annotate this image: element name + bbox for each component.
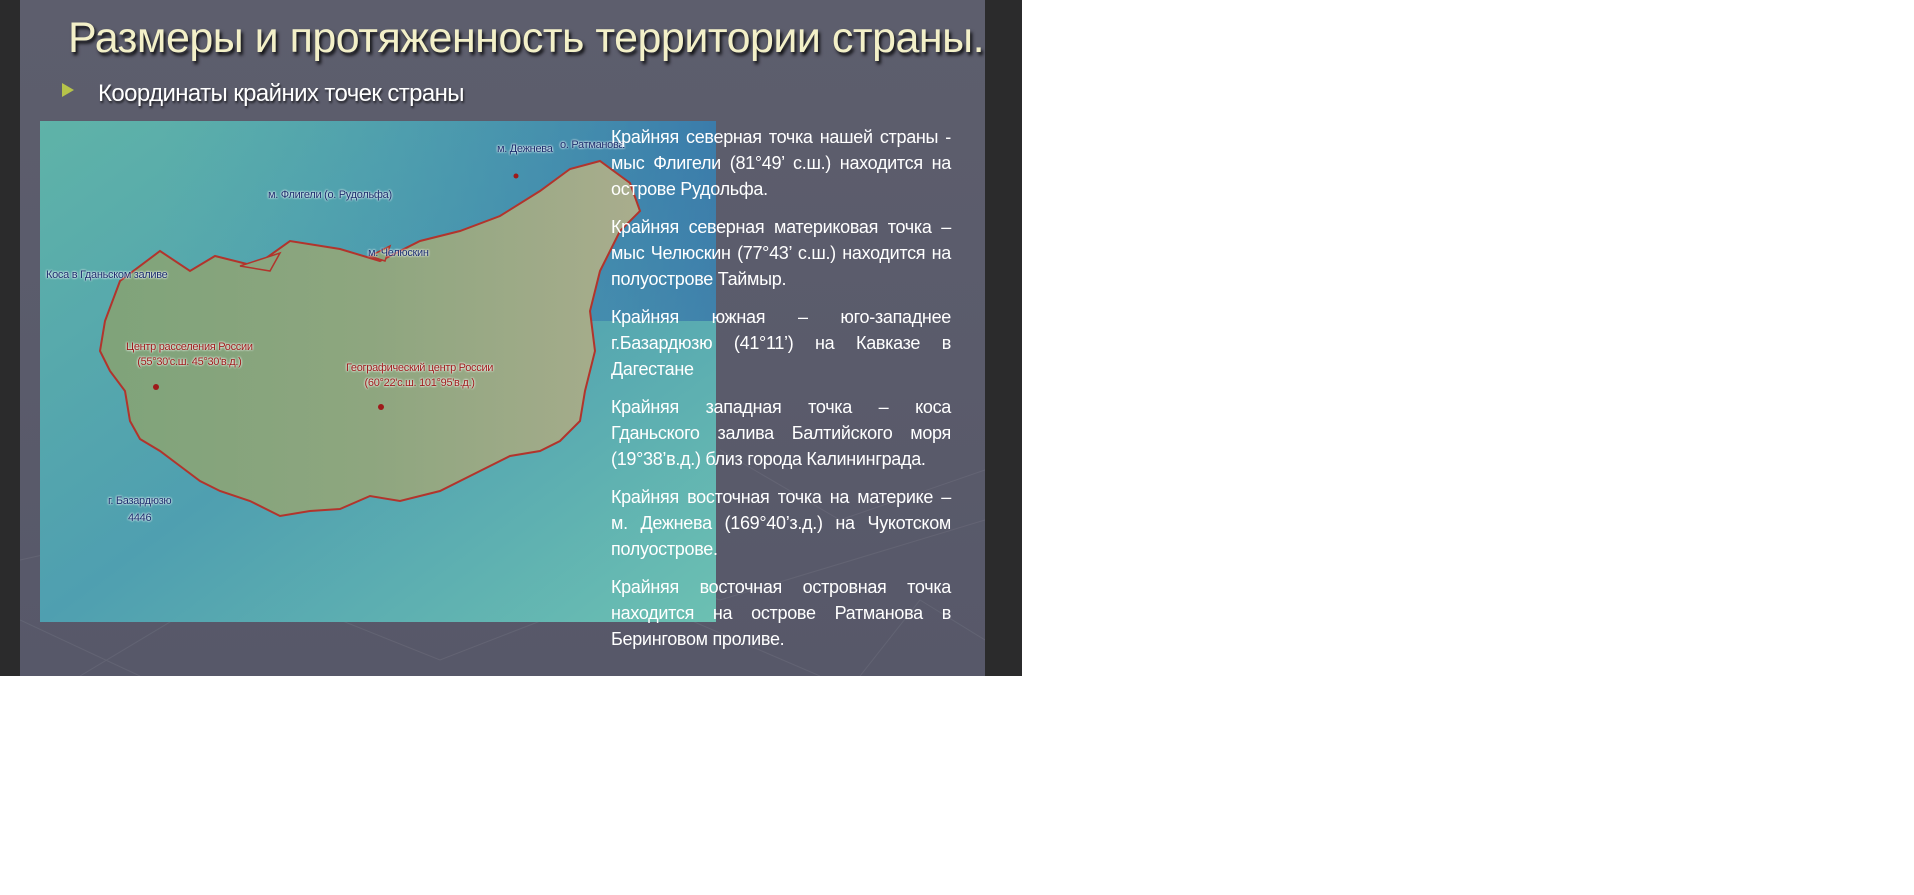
- map-label-kosa: Коса в Гданьском заливе: [46, 269, 168, 281]
- point-south: Крайняя южная – юго-западнее г.Базардюзю (41°11’) на Кавказе в Дагестане: [611, 307, 951, 379]
- slide-title: Размеры и протяженность территории страны.: [68, 14, 985, 62]
- point-west: Крайняя западная точка – коса Гданьского залива Балтийского моря (19°38’в.д.) близ города Калининграда.: [611, 397, 951, 469]
- settlement-center-name: Центр расселения России: [126, 341, 253, 353]
- geo-center-coords: (60°22'с.ш. 101°95'в.д.): [364, 377, 475, 389]
- settlement-center-coords: (55°30'с.ш. 45°30'в.д.): [137, 356, 242, 368]
- map-label-fligeli: м. Флигели (о. Рудольфа): [268, 189, 392, 201]
- bazardyuzyu-height: 4446: [128, 512, 152, 524]
- triangle-bullet-icon: [62, 83, 74, 97]
- map-label-bazardyuzyu: [108, 493, 171, 527]
- extreme-points-text: [611, 124, 951, 664]
- bazardyuzyu-name: г. Базардюзю: [108, 495, 172, 507]
- map-label-settlement-center: [126, 340, 253, 370]
- point-north: Крайняя северная точка нашей страны - мыс Флигели (81°49’ с.ш.) находится на острове Рудольфа.: [611, 127, 951, 199]
- settlement-center-marker: [153, 384, 159, 390]
- map-label-ratmanova: о. Ратманова: [560, 139, 625, 151]
- dezhneva-marker: [514, 174, 519, 179]
- map-label-chelyuskin: м. Челюскин: [368, 247, 429, 259]
- map-label-geo-center: [346, 361, 493, 391]
- point-north-mainland: Крайняя северная материковая точка – мыс Челюскин (77°43’ с.ш.) находится на полуострове Таймыр.: [611, 217, 951, 289]
- map-label-dezhneva: м. Дежнева: [497, 143, 553, 155]
- point-east-mainland: Крайняя восточная точка на материке – м. Дежнева (169°40’з.д.) на Чукотском полуострове.: [611, 487, 951, 559]
- geo-center-name: Географический центр России: [346, 362, 494, 374]
- geo-center-marker: [378, 404, 384, 410]
- slide-subtitle: Координаты крайних точек страны: [98, 80, 464, 107]
- slide: [20, 0, 985, 676]
- slide-frame: [0, 0, 1022, 676]
- point-east-island: Крайняя восточная островная точка находится на острове Ратманова в Беринговом проливе.: [611, 577, 951, 649]
